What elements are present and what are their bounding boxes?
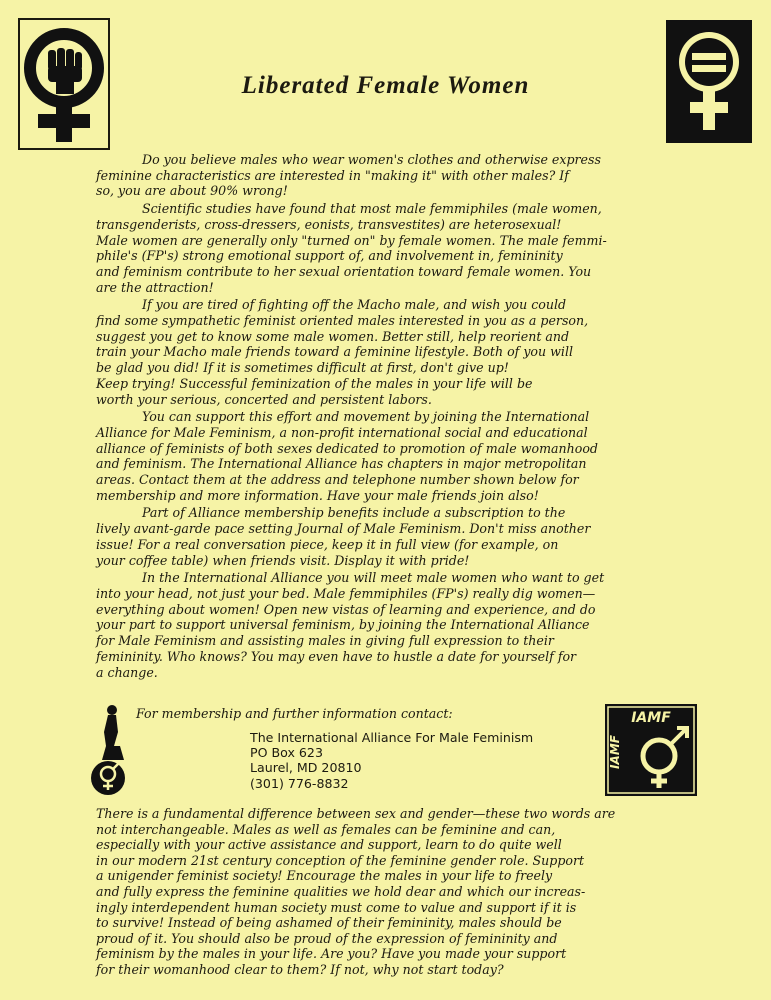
contact-block xyxy=(96,706,576,791)
paragraph-1: Do you believe males who wear women's clothes and otherwise express feminine characteristics are interested in "making it" with other males? If so, you are about 90% wrong! xyxy=(96,152,601,199)
paragraph-6: In the International Alliance you will meet male women who want to get into your head, not just your bed. Male femmiphiles (FP's) really dig women— everything about women! Open new vistas of learning and experience, and do your part to support universal feminism, by joining the International Alliance for Male Feminism and assisting males in giving full expression to their femininity. Who knows? You may even have to hustle a date for yourself for a change. xyxy=(96,570,605,680)
address-line: PO Box 623 xyxy=(250,745,323,761)
iamf-logo-icon xyxy=(605,704,697,796)
paragraph-5: Part of Alliance membership benefits include a subscription to the lively avant-garde pace setting Journal of Male Feminism. Don't miss another issue! For a real conversation piece, keep it in full view (for example, on your coffee table) when friends visit. Display it with pride! xyxy=(96,505,591,568)
mailing-address xyxy=(250,730,533,791)
paragraph-4: You can support this effort and movement by joining the International Alliance for Male Feminism, a non-profit international social and educational alliance of feminists of both sexes dedicated to promotion of male womanhood and feminism. The International Alliance has chapters in major metropolitan areas. Contact them at the address and telephone number shown below for membership and more information. Have your male friends join also! xyxy=(96,409,598,503)
paragraph-2: Scientific studies have found that most male femmiphiles (male women, transgenderists, cross-dressers, eonists, transvestites) are heterosexual! Male women are generally only "turned on" by female women. The male femmi- phile's (FP's) strong emotional support of, and involvement in, femininity and feminism contribute to her sexual orientation toward female women. You are the attraction! xyxy=(96,201,607,295)
address-line: The International Alliance For Male Feminism xyxy=(250,730,534,745)
phone-number: (301) 776-8832 xyxy=(250,775,349,791)
iamf-logo-text-side: IAMF xyxy=(608,735,622,769)
body-text xyxy=(96,152,696,682)
female-symbol-equal-sign-icon xyxy=(666,20,752,143)
address-line: Laurel, MD 20810 xyxy=(250,760,362,776)
page-title: Liberated Female Women xyxy=(241,72,530,99)
closing-paragraph: There is a fundamental difference between sex and gender—these two words are not interchangeable. Males as well as females can be feminine and can, especially with your active assistance and support, learn to do quite well in our modern 21st century conception of the feminine gender role. Support a unigender feminist society! Encourage the males in your life to freely and fully express the feminine qualities we hold dear and which our increas- ingly interdependent human society must come to value and support if it is to survive! Instead of being ashamed of their femininity, males should be proud of it. You should also be proud of the expression of femininity and feminism by the males in your life. Are you? Have you made your support for their womanhood clear to them? If not, why not start today? xyxy=(96,806,616,977)
contact-intro: For membership and further information contact: xyxy=(136,706,453,721)
paragraph-3: If you are tired of fighting off the Macho male, and wish you could find some sympathetic feminist oriented males interested in you as a person, suggest you get to know some male women. Better still, help reorient and train your Macho male friends toward a feminine lifestyle. Both of you will be glad you did! If it is sometimes difficult at first, don't give up! Keep trying! Successful feminization of the males in your life will be worth your serious, concerted and persistent labors. xyxy=(96,297,589,407)
iamf-logo-text-top: IAMF xyxy=(631,710,671,726)
